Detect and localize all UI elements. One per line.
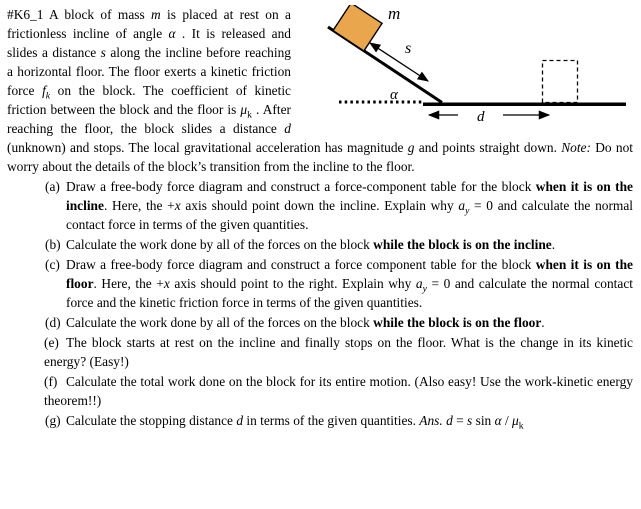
item-text-g: Calculate the stopping distance d in terms of the given quantities. Ans. d = s sin α / $\mu_k$ xyxy=(66,413,524,432)
block xyxy=(333,5,382,51)
problem-parts xyxy=(7,177,633,430)
problem-item-f xyxy=(7,372,633,410)
item-text-c: Draw a free-body force diagram and construct a force component table for the block when it is on the floor. Here, the +x axis should point to the right. Explain why $a_y = 0$ and calculate the normal contact force and the kinetic friction force in terms of the given quantities. xyxy=(66,257,634,310)
item-text-d: Calculate the work done by all of the forces on the block while the block is on the floor. xyxy=(66,315,545,330)
item-label-b: (b) xyxy=(45,237,61,252)
problem-item-a xyxy=(7,177,633,234)
item-label-e: (e) xyxy=(44,335,59,350)
item-text-b: Calculate the work done by all of the forces on the block while the block is on the incline. xyxy=(66,237,556,252)
item-label-d: (d) xyxy=(45,315,61,330)
block-on-incline xyxy=(333,5,382,51)
problem-item-g xyxy=(7,411,633,430)
mass-label: m xyxy=(388,5,401,23)
problem-item-b xyxy=(7,235,633,254)
problem-item-d xyxy=(7,313,633,332)
item-text-f: Calculate the total work done on the block for its entire motion. (Also easy! Use the work-kinetic energy theorem!!) xyxy=(44,374,633,408)
d-label: d xyxy=(477,109,485,125)
item-label-g: (g) xyxy=(45,413,61,428)
angle-label: α xyxy=(390,87,398,103)
item-text-a: Draw a free-body force diagram and construct a force-component table for the block when it is on the incline. Here, the +x axis should point down the incline. Explain why $a_y = 0$ and calculate the normal contact force in terms of the given quantities. xyxy=(66,179,634,232)
incline-diagram xyxy=(295,5,633,133)
item-label-c: (c) xyxy=(45,257,60,272)
ghost-block xyxy=(543,61,578,103)
problem-intro: #K6_1 A block of mass m is placed at rest on a frictionless incline of angle α . It is released and slides a distance s along the incline before reaching a horizontal floor. The floor exerts a kinetic friction force $f_k$ on the block. The coefficient of kinetic friction between the block and the floor is $\mu_k$ . After reaching the floor, the block slides a distance d (unknown) and stops. The local gravitational acceleration has magnitude g and points straight down. Note: Do not worry about the details of the block’s transition from the incline to the floor. xyxy=(7,7,633,174)
item-text-e: The block starts at rest on the incline and finally stops on the floor. What is the change in its kinetic energy? (Easy!) xyxy=(44,335,633,369)
item-label-f: (f) xyxy=(44,374,58,389)
s-label: s xyxy=(405,40,412,57)
problem-item-c xyxy=(7,255,633,312)
item-label-a: (a) xyxy=(45,179,60,194)
incline-figure xyxy=(295,5,633,133)
problem-item-e xyxy=(7,333,633,371)
